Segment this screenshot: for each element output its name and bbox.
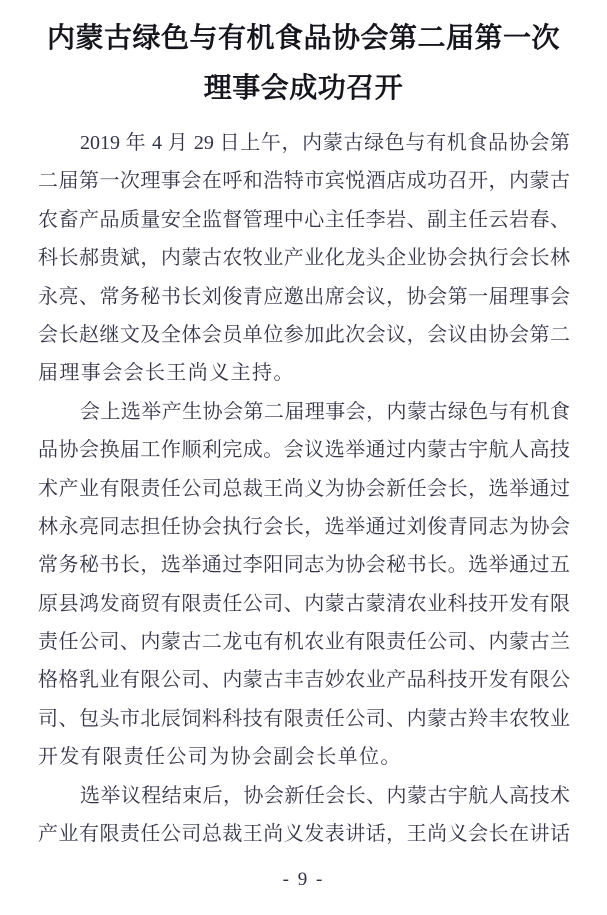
text-line: 选举议程结束后，协会新任会长、内蒙古宇航人高技术: [80, 784, 570, 807]
title-line-2: 理事会成功召开: [203, 73, 404, 104]
text-line: 品协会换届工作顺利完成。会议选举通过内蒙古宇航人高技: [38, 439, 570, 462]
document-body: [38, 124, 570, 853]
text-line: 产业有限责任公司总裁王尚义发表讲话，王尚义会长在讲话: [38, 823, 570, 846]
text-line: 术产业有限责任公司总裁王尚义为协会新任会长，选举通过: [38, 477, 570, 500]
paragraph: [38, 393, 570, 777]
text-line: 农畜产品质量安全监督管理中心主任李岩、副主任云岩春、: [38, 208, 570, 231]
title-line-1: 内蒙古绿色与有机食品协会第二届第一次: [46, 23, 560, 54]
paragraph: [38, 124, 570, 393]
text-line: 开发有限责任公司为协会副会长单位。: [38, 746, 402, 769]
text-line: 二届第一次理事会在呼和浩特市宾悦酒店成功召开，内蒙古: [38, 170, 570, 193]
text-line: 常务秘书长，选举通过李阳同志为协会秘书长。选举通过五: [38, 554, 570, 577]
page-number: - 9 -: [282, 869, 325, 891]
paragraph: [38, 777, 570, 854]
text-line: 格格乳业有限公司、内蒙古丰吉妙农业产品科技开发有限公: [38, 669, 570, 692]
text-line: 会上选举产生协会第二届理事会，内蒙古绿色与有机食: [80, 400, 570, 423]
text-line: 责任公司、内蒙古二龙屯有机农业有限责任公司、内蒙古兰: [38, 631, 570, 654]
text-line: 届理事会会长王尚义主持。: [38, 362, 295, 385]
document-title: [0, 0, 607, 114]
text-line: 原县鸿发商贸有限责任公司、内蒙古蒙清农业科技开发有限: [38, 592, 570, 615]
text-line: 科长郝贵斌，内蒙古农牧业产业化龙头企业协会执行会长林: [38, 247, 570, 270]
text-line: 永亮、常务秘书长刘俊青应邀出席会议，协会第一届理事会: [38, 285, 570, 308]
text-line: 2019 年 4 月 29 日上午，内蒙古绿色与有机食品协会第: [80, 132, 570, 154]
text-line: 会长赵继文及全体会员单位参加此次会议，会议由协会第二: [38, 323, 570, 346]
text-line: 林永亮同志担任协会执行会长，选举通过刘俊青同志为协会: [38, 515, 570, 538]
text-line: 司、包头市北辰饲料科技有限责任公司、内蒙古羚丰农牧业: [38, 707, 570, 730]
